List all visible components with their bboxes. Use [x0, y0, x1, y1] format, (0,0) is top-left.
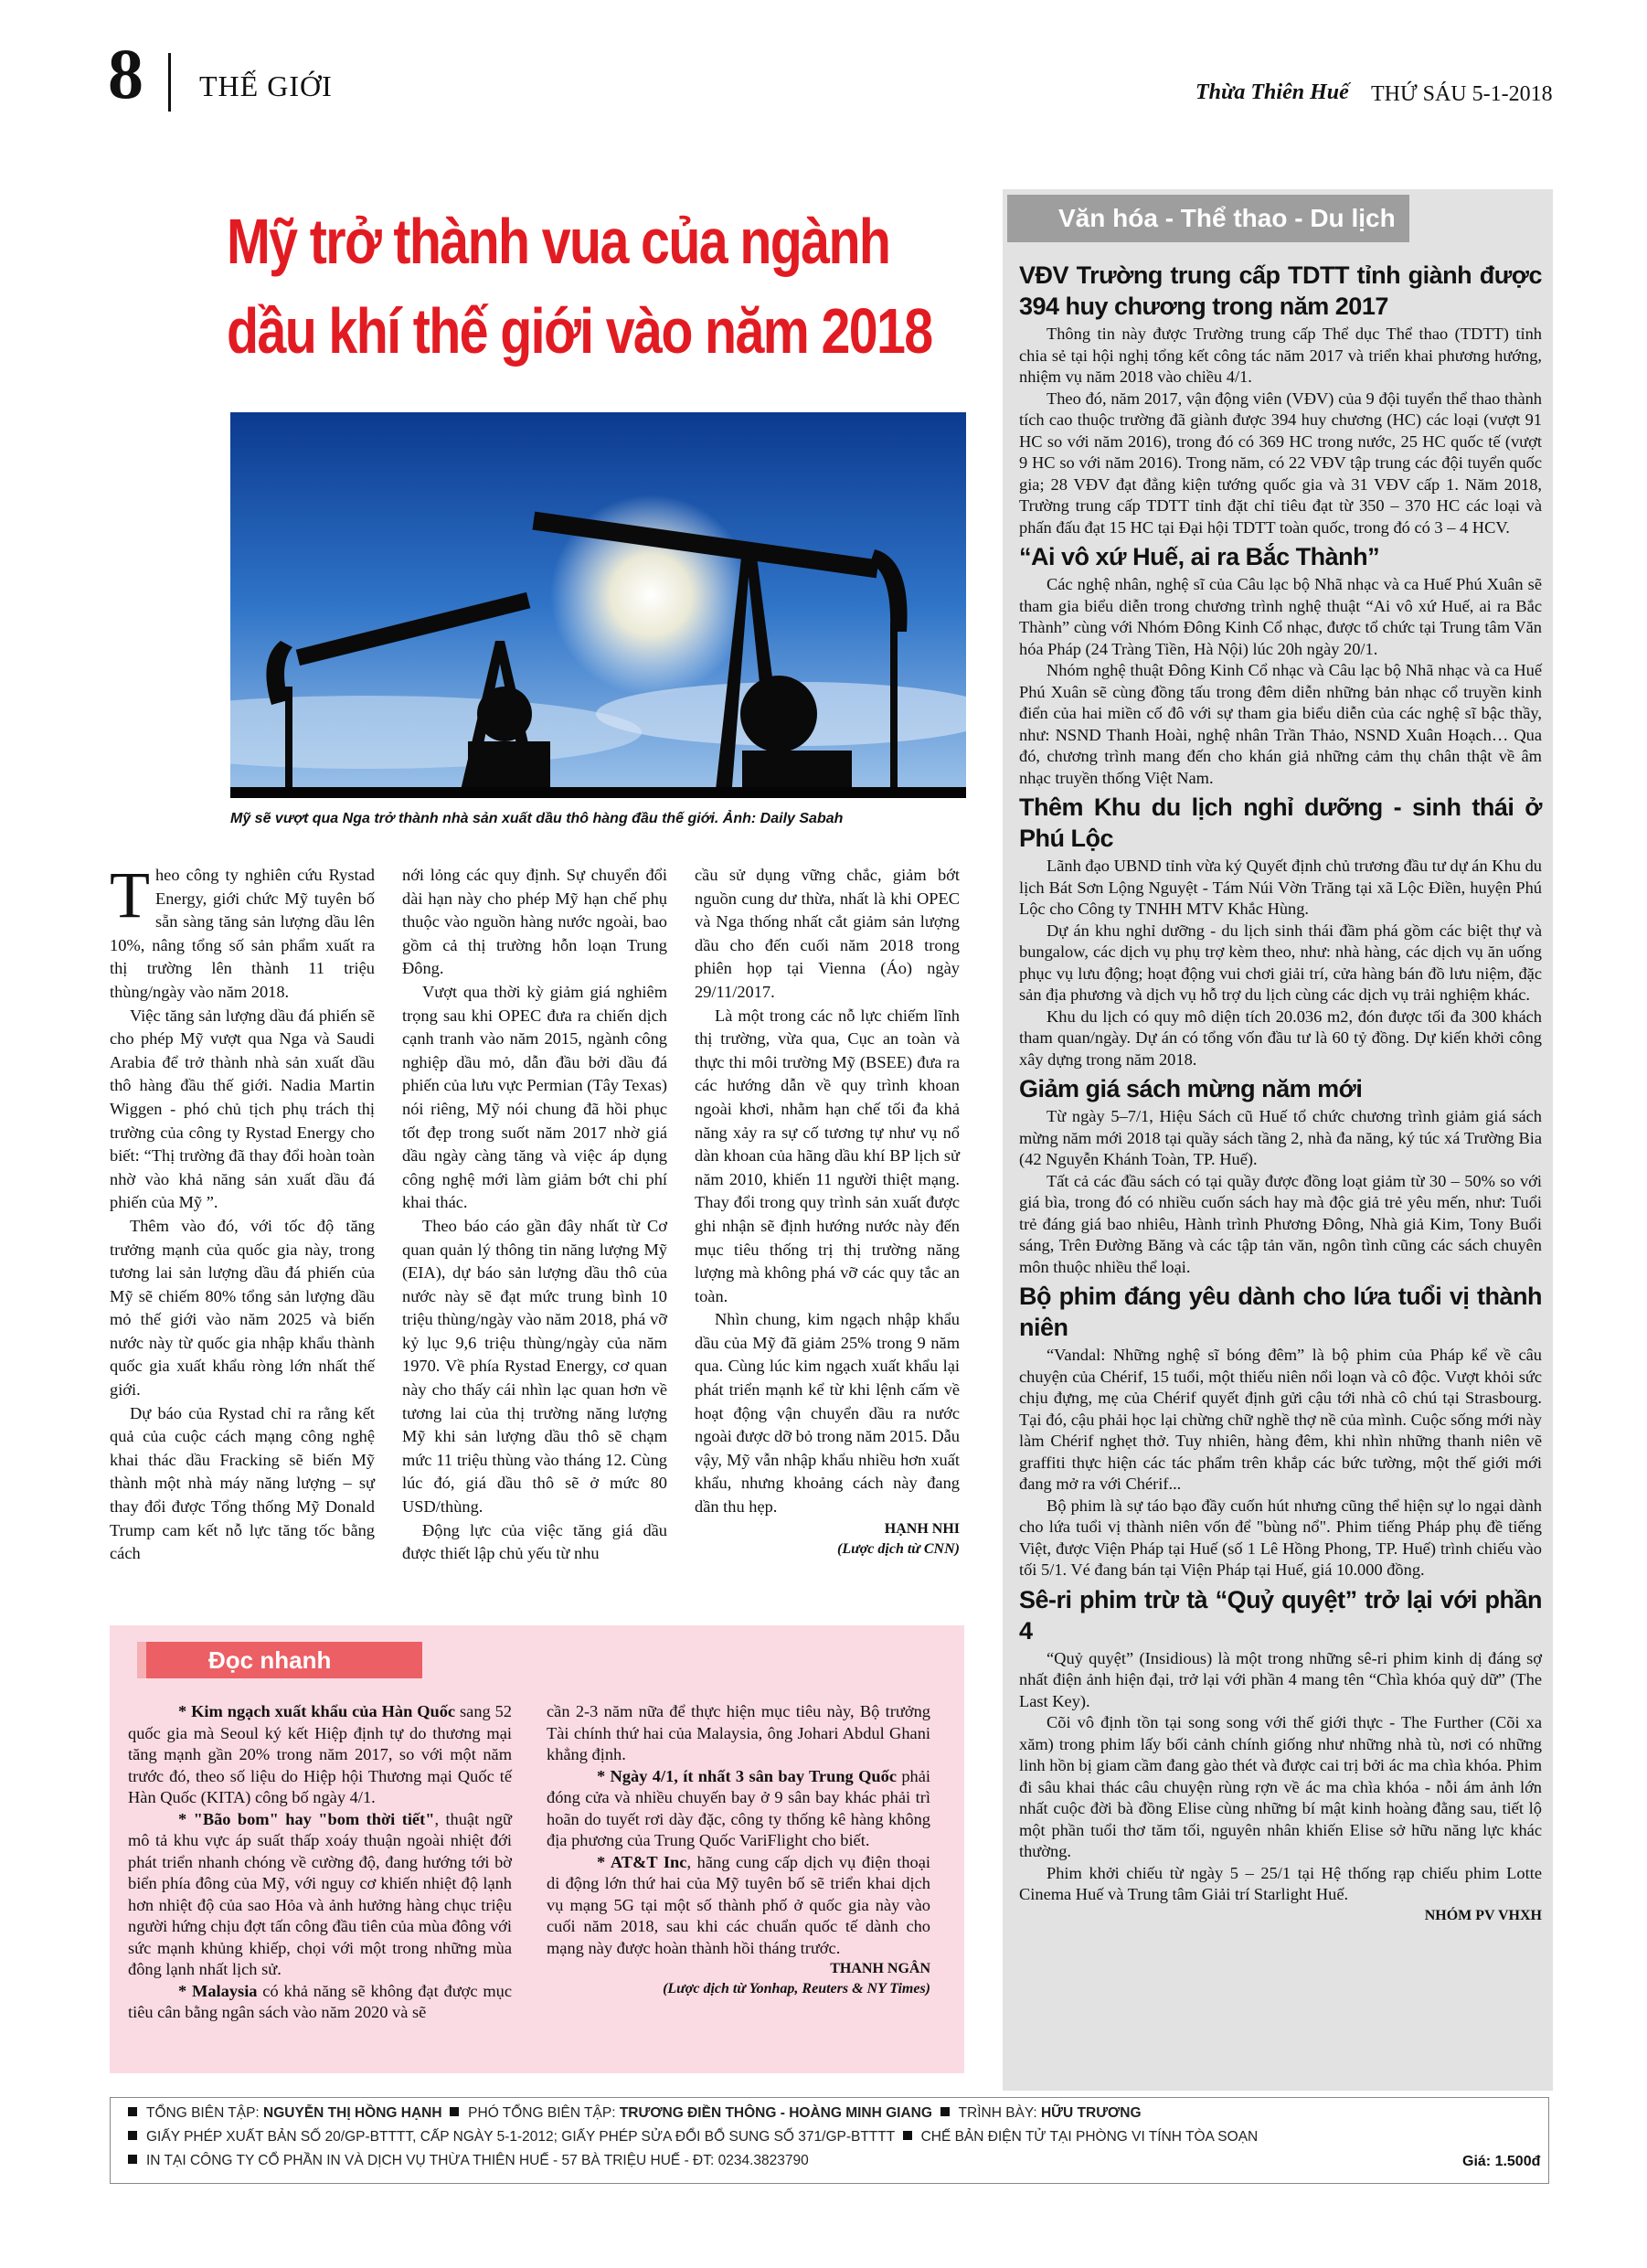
page-number: 8: [108, 34, 143, 113]
sidebar-paragraph: Lãnh đạo UBND tỉnh vừa ký Quyết định chủ trương đầu tư dự án Khu du lịch Bát Sơn Lộng Nguyệt - Tám Núi Vờn Trăng tại xã Lộc Điền, huyện Phú Lộc cho Công ty TNHH MTV Khắc Hùng.: [1019, 857, 1542, 918]
article-paragraph: Vượt qua thời kỳ giảm giá nghiêm trọng sau khi OPEC đưa ra chiến dịch cạnh tranh vào năm 2015, ngành công nghiệp dầu mỏ, dẫn đầu bởi dầu đá phiến của lưu vực Permian (Tây Texas) nói riêng, Mỹ nói chung đã hồi phục tốt đẹp trong suốt năm 2017 nhờ giá dầu ngày càng tăng và việc áp dụng công nghệ mới làm giảm bớt chi phí khai thác.: [402, 982, 667, 1212]
article-paragraph: cầu sử dụng vững chắc, giảm bớt nguồn cung dư thừa, nhất là khi OPEC và Nga thống nhất cắt giảm sản lượng dầu cho đến cuối năm 2018 trong phiên họp tại Vienna (Áo) ngày 29/11/2017.: [695, 866, 960, 1001]
section-title: THẾ GIỚI: [199, 69, 333, 102]
article-paragraph: nới lỏng các quy định. Sự chuyển đổi dài hạn này cho phép Mỹ hạn chế phụ thuộc vào nguồn hàng nước ngoài, bao gồm cả thị trường hỗn loạn Trung Đông.: [402, 866, 667, 978]
sidebar-paragraph: Cõi vô định tồn tại song song với thế giới thực - The Further (Cõi xa xăm) trong phim lấy bối cảnh chính giống như những nhà tù, nơi có những linh hồn bị giam cầm đang gào thét và được cai trị bởi ác ma chìa khóa. Phim đi sâu khai thác câu chuyện rùng rợn về ác ma chìa khóa - nỗi ám ảnh lớn nhất cuộc đời bà đồng Elise cùng những bí mật kinh hoàng đằng sau, tiết lộ một phần tuổi thơ tăm tối, nguyên nhân khiến Elise sở hữu năng lực khác thường.: [1019, 1713, 1542, 1860]
bullet-square-icon: [128, 2155, 137, 2164]
article-paragraph: Là một trong các nỗ lực chiếm lĩnh thị trường, vừa qua, Cục an toàn và thực thi môi trường Mỹ (BSEE) đưa ra các hướng dẫn về quy trình khoan ngoài khơi, nhằm hạn chế tối đa khả năng xảy ra sự cố tương tự như vụ nổ dàn khoan của hãng dầu khí BP lịch sử năm 2010, khiến 11 người thiệt mạng. Thay đổi trong quy trình sản xuất được ghi nhận sẽ định hướng nước này đến mục tiêu thống trị thị trường năng lượng mà không phá vỡ các quy tắc an toàn.: [695, 1006, 960, 1305]
quick-read-column-2: [547, 1701, 930, 1999]
bullet-square-icon: [128, 2131, 137, 2140]
sidebar-paragraph: Dự án khu nghỉ dưỡng - du lịch sinh thái đầm phá gồm các biệt thự và bungalow, các dịch vụ phụ trợ kèm theo, như: nhà hàng, các dịch vụ ăn uống phục vụ lưu động; hoạt động vui chơi giải trí, cửa hàng bán đồ lưu niệm, đặc sản địa phương và dịch vụ hỗ trợ du lịch cùng các dịch vụ trải nghiệm khác.: [1019, 921, 1542, 1004]
sidebar-content: [1019, 257, 1542, 1926]
quick-read-item: * "Bão bom" hay "bom thời tiết", thuật ngữ mô tả khu vực áp suất thấp xoáy thuận ngoài nhiệt đới phát triển nhanh chóng về cường độ, đang hướng tới bờ biển phía đông của Mỹ, với nguy cơ khiến nhiệt độ lạnh hơn nhiệt độ của sao Hỏa và ảnh hưởng hàng chục triệu người hứng chịu đợt tấn công đầu tiên của mùa đông với sức mạnh khủng khiếp, chọi với một trong những mùa đông lạnh nhất lịch sử.: [128, 1809, 512, 1978]
price-label: Giá: 1.500đ: [1462, 2154, 1541, 2169]
photo-caption: Mỹ sẽ vượt qua Nga trở thành nhà sản xuất dầu thô hàng đầu thế giới. Ảnh: Daily Sabah: [230, 811, 844, 826]
sidebar-article-heading: Thêm Khu du lịch nghỉ dưỡng - sinh thái ở Phú Lộc: [1019, 793, 1542, 852]
sidebar-paragraph: “Vandal: Những nghệ sĩ bóng đêm” là bộ phim của Pháp kể về câu chuyện của Chérif, 15 tuổi, một thiếu niên nổi loạn và cô độc. Vượt khỏi sức chịu đựng, mẹ của Chérif quyết định gửi cậu tới nhà cô chú tại Strasbourg. Tại đó, cậu phải học lại chừng chữ nghề thợ nề của mình. Cuộc sống mới này làm Chérif nghẹt thở. Tuy nhiên, hàng đêm, khi nhìn những thanh niên vẽ graffiti thực hiện các tác phẩm trên khắp các bức tường, một thế giới mới đang mở ra với Chérif...: [1019, 1346, 1542, 1493]
quick-read-column-1: [128, 1701, 512, 2024]
bullet-square-icon: [903, 2131, 912, 2140]
quick-read-source: (Lược dịch từ Yonhap, Reuters & NY Times): [663, 1981, 930, 1996]
sidebar-paragraph: Bộ phim là sự táo bạo đầy cuốn hút nhưng cũng thể hiện sự lo ngại dành cho lứa tuổi vị thành niên vốn để "bùng nổ". Phim tiếng Pháp phụ đề tiếng Việt, được Viện Pháp tại Huế (số 1 Lê Hồng Phong, TP. Huế) trình chiếu vào tối 5/1. Vé đang bán tại Viện Pháp tại Huế, giá 10.000 đồng.: [1019, 1496, 1542, 1579]
footer-line-printer: IN TẠI CÔNG TY CỔ PHẦN IN VÀ DỊCH VỤ THỪA THIÊN HUẾ - 57 BÀ TRIỆU HUẾ - ĐT: 0234.3823790: [128, 2152, 809, 2170]
quick-read-item: * Ngày 4/1, ít nhất 3 sân bay Trung Quốc phải đóng cửa và nhiều chuyến bay ở 9 sân bay khác phải trì hoãn do tuyết rơi dày đặc, công ty thống kê hàng không địa phương của Trung Quốc VariFlight cho biết.: [547, 1766, 930, 1849]
sidebar-paragraph: Phim khởi chiếu từ ngày 5 – 25/1 tại Hệ thống rạp chiếu phim Lotte Cinema Huế và Trung tâm Giải trí Starlight Huế.: [1019, 1863, 1542, 1903]
quick-read-item: * Kim ngạch xuất khẩu của Hàn Quốc sang 52 quốc gia mà Seoul ký kết Hiệp định tự do thương mại tăng mạnh gần 20% trong năm 2017, so với một năm trước đó, theo số liệu do Hiệp hội Thương mại Quốc tế Hàn Quốc (KITA) công bố ngày 4/1.: [128, 1702, 513, 1806]
sidebar-paragraph: Tất cả các đầu sách có tại quầy được đồng loạt giảm từ 30 – 50% so với giá bìa, trong đó có nhiều cuốn sách hay mà độc giả trẻ yêu mến, như: Tuổi trẻ đáng giá bao nhiêu, Hành trình Phương Đông, Nhà giả Kim, Tony Buổi sáng, Trên Đường Băng và các tập tản văn, ngôn tình cũng các sách chuyên môn thuộc nhiều thể loại.: [1019, 1171, 1542, 1276]
sidebar-article-heading: VĐV Trường trung cấp TDTT tỉnh giành được 394 huy chương trong năm 2017: [1019, 261, 1542, 320]
header-divider: [168, 53, 171, 112]
sidebar-paragraph: Thông tin này được Trường trung cấp Thể dục Thể thao (TDTT) tỉnh chia sẻ tại hội nghị tổng kết công tác năm 2017 và triển khai phương hướng, nhiệm vụ năm 2018 vào chiều 4/1.: [1019, 325, 1542, 386]
sidebar-paragraph: Các nghệ nhân, nghệ sĩ của Câu lạc bộ Nhã nhạc và ca Huế Phú Xuân sẽ tham gia biểu diễn trong chương trình nghệ thuật “Ai vô xứ Huế, ai ra Bắc Thành” cùng với Nhóm Đông Kinh Cổ nhạc, được tổ chức tại Trung tâm Văn hóa Pháp (24 Tràng Tiền, Hà Nội) lúc 20h ngày 20/1.: [1019, 575, 1542, 658]
article-column-3: [695, 864, 960, 1560]
article-paragraph: Dự báo của Rystad chỉ ra rằng kết quả của cuộc cách mạng công nghệ khai thác dầu Fracking sẽ biến Mỹ thành một nhà máy năng lượng – sự thay đổi được Tổng thống Mỹ Donald Trump cam kết nỗ lực tăng tốc bằng cách: [110, 1403, 375, 1563]
footer-line-license: GIẤY PHÉP XUẤT BẢN SỐ 20/GP-BTTTT, CẤP NGÀY 5-1-2012; GIẤY PHÉP SỬA ĐỔI BỔ SUNG SỐ 371/GP-BTTTT CHẾ BẢN ĐIỆN TỬ TẠI PHÒNG VI TÍNH TÒA SOẠN: [128, 2128, 1258, 2146]
quick-read-item: * Malaysia có khả năng sẽ không đạt được mục tiêu cân bằng ngân sách vào năm 2020 và sẽ: [128, 1981, 513, 2021]
sidebar-paragraph: Từ ngày 5–7/1, Hiệu Sách cũ Huế tổ chức chương trình giảm giá sách mừng năm mới 2018 tại quầy sách tầng 2, nhà đa năng, ký túc xá Trường Bia (42 Nguyễn Khánh Toàn, TP. Huế).: [1019, 1107, 1542, 1168]
article-paragraph: Theo công ty nghiên cứu Rystad Energy, giới chức Mỹ tuyên bố sẵn sàng tăng sản lượng dầu lên 10%, nâng tổng số sản phẩm xuất ra thị trường lên thành 11 triệu thùng/ngày vào năm 2018.: [110, 858, 375, 1001]
sidebar-title: Văn hóa - Thể thao - Du lịch: [1058, 204, 1396, 232]
sidebar-article-heading: “Ai vô xứ Huế, ai ra Bắc Thành”: [1019, 543, 1380, 570]
issue-date: THỨ SÁU 5-1-2018: [1371, 82, 1553, 106]
article-paragraph: Việc tăng sản lượng dầu đá phiến sẽ cho phép Mỹ vượt qua Nga và Saudi Arabia để trở thành nhà sản xuất dầu thô hàng đầu thế giới. Nadia Martin Wiggen - phó chủ tịch phụ trách thị trường của công ty Rystad Energy cho biết: “Thị trường đã thay đổi hoàn toàn nhờ vào khả năng sản xuất dầu đá phiến của Mỹ ”.: [110, 1006, 375, 1212]
quick-read-title: Đọc nhanh: [137, 1642, 422, 1678]
article-source: (Lược dịch từ CNN): [837, 1540, 960, 1557]
sidebar-paragraph: Nhóm nghệ thuật Đông Kinh Cổ nhạc và Câu lạc bộ Nhã nhạc và ca Huế Phú Xuân sẽ cùng đồng tấu trong đêm diễn những bản nhạc cổ truyền kinh điển của hai miền cố đô với sự tham gia biểu diễn của các nghệ sĩ bậc thầy, như: NSND Thanh Hoài, nghệ nhân Trần Thảo, NSND Xuân Hoạch… Qua đó, chương trình mang đến cho khán giả những cảm thụ chân thật về âm nhạc truyền thống Việt Nam.: [1019, 661, 1542, 787]
bullet-square-icon: [940, 2107, 950, 2116]
sidebar-article-heading: Giảm giá sách mừng năm mới: [1019, 1075, 1363, 1102]
article-paragraph: Động lực của việc tăng giá dầu được thiết lập chủ yếu từ nhu: [402, 1520, 667, 1563]
footer-line-editors: TỔNG BIÊN TẬP: NGUYỄN THỊ HỒNG HẠNH PHÓ TỔNG BIÊN TẬP: TRƯƠNG ĐIỀN THÔNG - HOÀNG MINH GIANG TRÌNH BÀY: HỮU TRƯƠNG: [128, 2104, 1142, 2123]
sidebar-article-heading: Bộ phim đáng yêu dành cho lứa tuổi vị thành niên: [1019, 1283, 1542, 1341]
sidebar-paragraph: Khu du lịch có quy mô diện tích 20.036 m2, đón được tối đa 300 khách tham quan/ngày. Dự án có tổng vốn đầu tư là 60 tỷ đồng. Dự kiến khởi công xây dựng trong năm 2018.: [1019, 1006, 1542, 1069]
article-paragraph: Thêm vào đó, với tốc độ tăng trưởng mạnh của quốc gia này, trong tương lai sản lượng dầu đá phiến của Mỹ sẽ chiếm 80% tổng sản lượng dầu mỏ thế giới vào năm 2025 và biến nước này từ quốc gia nhập khẩu thành quốc gia xuất khẩu ròng lớn nhất thế giới.: [110, 1216, 375, 1400]
article-author: HẠNH NHI: [884, 1520, 960, 1537]
main-headline: Mỹ trở thành vua của ngành dầu khí thế giới vào năm 2018: [227, 206, 932, 367]
quick-read-item: * AT&T Inc, hãng cung cấp dịch vụ điện thoại di động lớn thứ hai của Mỹ tuyên bố sẽ triển khai dịch vụ mạng 5G tại một số thành phố ở quốc gia này vào cuối năm 2018, sau khi các chuẩn quốc tế dành cho mạng này được hoàn thành hồi tháng trước.: [547, 1852, 930, 1957]
bullet-square-icon: [450, 2107, 459, 2116]
quick-read-author: THANH NGÂN: [830, 1961, 930, 1976]
article-column-2: [402, 864, 667, 1566]
article-paragraph: Theo báo cáo gần đây nhất từ Cơ quan quản lý thông tin năng lượng Mỹ (EIA), dự báo sản lượng dầu thô của nước này sẽ đạt mức trung bình 10 triệu thùng/ngày vào năm 2018, phá vỡ kỷ lục 9,6 triệu thùng/ngày của năm 1970. Về phía Rystad Energy, cơ quan này cho thấy cái nhìn lạc quan hơn về tương lai của thị trường năng lượng Mỹ khi sản lượng dầu thô sẽ chạm mức 11 triệu thùng vào tháng 12. Cùng lúc đó, giá dầu thô sẽ ở mức 80 USD/thùng.: [402, 1216, 667, 1517]
article-paragraph: Nhìn chung, kim ngạch nhập khẩu dầu của Mỹ đã giảm 25% trong 9 năm qua. Cùng lúc kim ngạch xuất khẩu lại phát triển mạnh kể từ khi lệnh cấm về hoạt động vận chuyển dầu ra nước ngoài được dỡ bỏ trong năm 2015. Dẫu vậy, Mỹ vẫn nhập khẩu nhiều hơn xuất khẩu, nhưng khoảng cách này đang dần thu hẹp.: [695, 1310, 960, 1517]
quick-read-item: cần 2-3 năm nữa để thực hiện mục tiêu này, Bộ trưởng Tài chính thứ hai của Malaysia, ông Johari Abdul Ghani khẳng định.: [547, 1702, 930, 1763]
bullet-square-icon: [128, 2107, 137, 2116]
sidebar-author: NHÓM PV VHXH: [1424, 1907, 1542, 1923]
sidebar-article-heading: Sê-ri phim trừ tà “Quỷ quyệt” trở lại với phần 4: [1019, 1585, 1542, 1645]
paper-name: Thừa Thiên Huế: [1195, 80, 1349, 104]
dropcap: T: [110, 858, 150, 932]
quick-read-title-accent: [137, 1642, 146, 1678]
sidebar-paragraph: Theo đó, năm 2017, vận động viên (VĐV) của 9 đội tuyển thể thao thành tích cao thuộc trường đã giành được 394 huy chương (HC) các loại (vượt 91 HC so với năm 2016), trong đó có 369 HC trong nước, 25 HC quốc tế (vượt 9 HC so với năm 2016). Trong năm, có 22 VĐV tập trung các đội tuyển quốc gia; 28 VĐV đạt đẳng kiện tướng quốc gia và 31 VĐV cấp 1. Năm 2018, Trường trung cấp TDTT tỉnh đặt chỉ tiêu đạt từ 350 – 370 HC các loại và phấn đấu đạt 15 HC tại Đại hội TDTT toàn quốc, trong đó có 3 – 4 HCV.: [1019, 389, 1542, 537]
oil-pump-photo: [230, 412, 966, 798]
sidebar-paragraph: “Quỷ quyệt” (Insidious) là một trong những sê-ri phim kinh dị đáng sợ nhất điện ảnh hiện đại, trở lại với phần 4 mang tên “Chìa khóa quỷ dữ” (The Last Key).: [1019, 1648, 1542, 1710]
article-column-1: [110, 858, 375, 1566]
